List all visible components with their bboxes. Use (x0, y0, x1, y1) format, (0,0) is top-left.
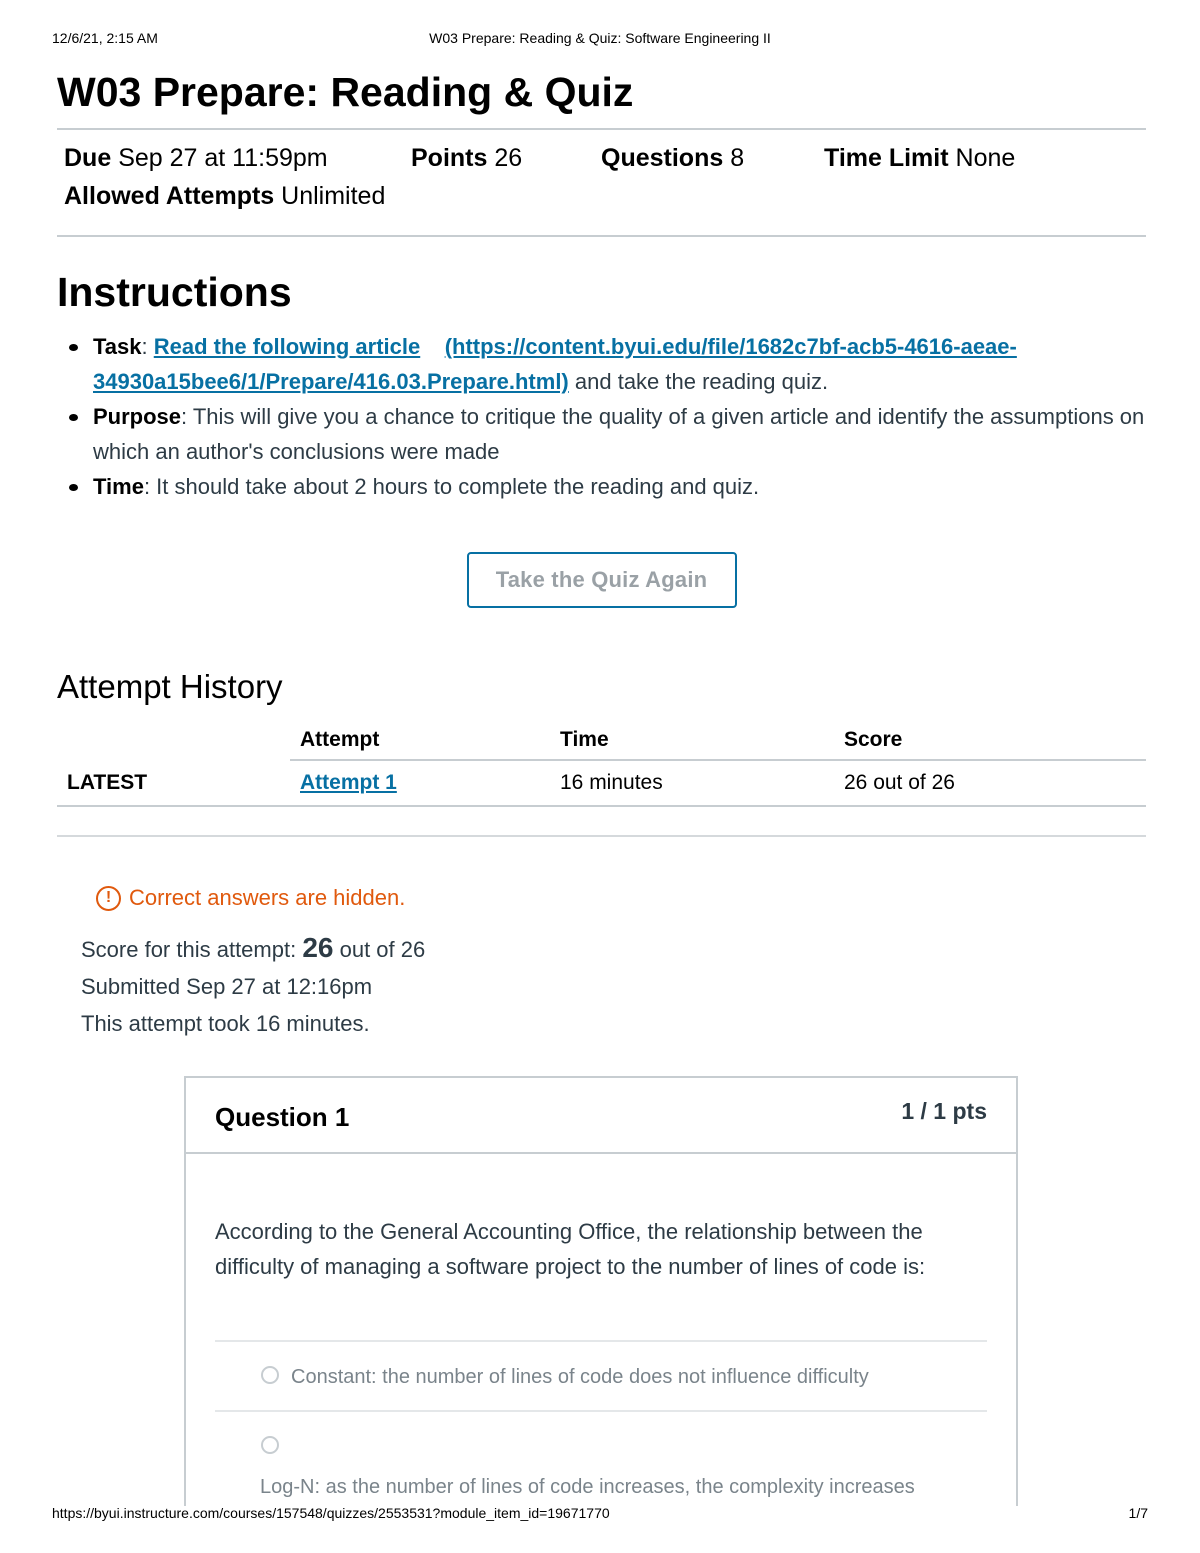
print-url: https://byui.instructure.com/courses/157548/quizzes/2553531?module_item_id=19671770 (52, 1505, 610, 1521)
time-label: Time (93, 474, 144, 499)
points-detail (411, 144, 522, 173)
instruction-purpose (93, 399, 1146, 469)
time-text: : It should take about 2 hours to complete the reading and quiz. (143, 474, 760, 499)
due-detail (64, 144, 328, 173)
table-row (57, 760, 1146, 806)
warning-icon: ! (96, 886, 121, 911)
points-value: 26 (494, 144, 523, 172)
points-label: Points (411, 144, 488, 172)
attempt-history-table (57, 720, 1146, 807)
column-header-attempt: Attempt (290, 720, 560, 760)
questions-value: 8 (730, 144, 745, 172)
latest-label: LATEST (57, 760, 290, 806)
print-doc-title: W03 Prepare: Reading & Quiz: Software Engineering II (429, 30, 771, 46)
column-header-blank (57, 720, 290, 760)
answer-text: Log-N: as the number of lines of code increases, the complexity increases (260, 1476, 915, 1498)
question-header (186, 1078, 1016, 1154)
divider (57, 835, 1146, 837)
due-label: Due (64, 144, 112, 172)
radio-button[interactable] (261, 1366, 279, 1384)
purpose-text: : This will give you a chance to critique the quality of a given article and identify the assumptions on which an author's conclusions were made (93, 404, 1145, 464)
print-page-number: 1/7 (1128, 1505, 1148, 1521)
purpose-label: Purpose (93, 404, 182, 429)
print-date: 12/6/21, 2:15 AM (52, 30, 158, 46)
instructions-list (57, 329, 1146, 504)
quiz-button-wrap (57, 552, 1146, 608)
question-text: According to the General Accounting Office, the relationship between the difficulty of managing a software project to the number of lines of code is: (215, 1219, 926, 1279)
correct-answers-hidden-notice (96, 885, 1146, 911)
page-title: W03 Prepare: Reading & Quiz (57, 69, 634, 115)
submitted-line: Submitted Sep 27 at 12:16pm (81, 974, 373, 999)
attempt-1-link[interactable]: Attempt 1 (300, 771, 397, 794)
time-limit-label: Time Limit (824, 144, 949, 172)
score-line (81, 929, 1146, 968)
allowed-attempts-detail (64, 182, 1146, 211)
score-suffix: out of 26 (339, 937, 426, 962)
attempt-time: 16 minutes (560, 760, 844, 806)
instruction-time (93, 469, 1146, 504)
duration-line: This attempt took 16 minutes. (81, 1011, 370, 1036)
instruction-task: Task: Read the following article (https://content.byui.edu/file/1682c7bf-acb5-4616-aeae- 34930a15bee6/1/Prepare/416.03.Prepare.html) and take the reading quiz. (93, 329, 1146, 399)
column-header-score: Score (844, 720, 1146, 760)
take-quiz-again-button[interactable]: Take the Quiz Again (467, 552, 737, 608)
print-footer (52, 1505, 1148, 1523)
radio-button[interactable] (261, 1436, 279, 1454)
allowed-attempts-label: Allowed Attempts (64, 182, 275, 210)
divider (57, 235, 1146, 237)
allowed-attempts-value: Unlimited (281, 182, 386, 210)
notice-text: Correct answers are hidden. (129, 885, 406, 910)
time-limit-detail (824, 144, 1015, 173)
score-prefix: Score for this attempt: (81, 937, 297, 962)
task-label: Task (93, 334, 142, 359)
question-title: Question 1 (215, 1102, 350, 1132)
score-value: 26 (302, 932, 334, 963)
answer-option (215, 1340, 987, 1410)
question-points: 1 / 1 pts (901, 1098, 987, 1124)
quiz-details (57, 130, 1146, 235)
print-header (52, 30, 1148, 48)
attempt-history-heading: Attempt History (57, 668, 283, 705)
answer-list (215, 1340, 987, 1506)
answer-text: Constant: the number of lines of code does not influence difficulty (291, 1366, 869, 1388)
question-card (184, 1076, 1018, 1506)
answer-option (215, 1410, 987, 1506)
questions-label: Questions (601, 144, 724, 172)
due-value: Sep 27 at 11:59pm (118, 144, 328, 172)
questions-detail (601, 144, 744, 173)
article-link[interactable]: Read the following article (153, 334, 421, 359)
score-summary (81, 929, 1146, 1042)
article-link-url-continued[interactable]: 34930a15bee6/1/Prepare/416.03.Prepare.html) (93, 369, 569, 394)
attempt-score: 26 out of 26 (844, 760, 1146, 806)
table-header-row (57, 720, 1146, 760)
instructions-heading: Instructions (57, 269, 292, 315)
column-header-time: Time (560, 720, 844, 760)
task-rest: and take the reading quiz. (574, 369, 829, 394)
time-limit-value: None (955, 144, 1016, 172)
quiz-content (57, 60, 1146, 1042)
article-link-url[interactable]: (https://content.byui.edu/file/1682c7bf-acb5-4616-aeae- (444, 334, 1017, 359)
